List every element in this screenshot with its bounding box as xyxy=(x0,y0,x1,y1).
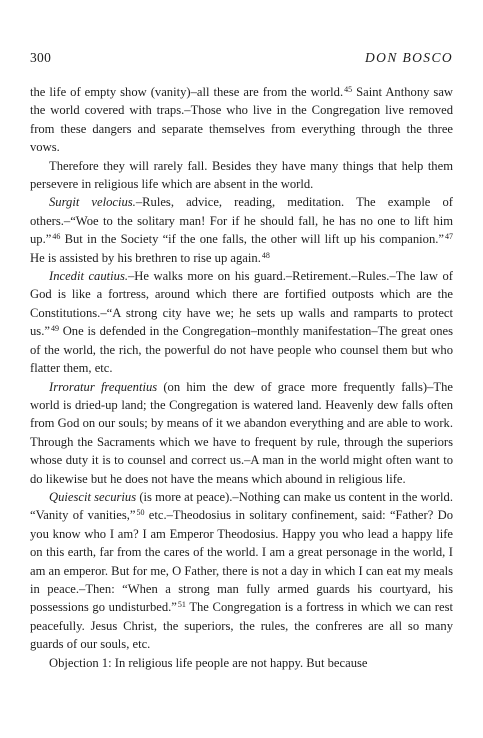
footnote-marker: 45 xyxy=(344,85,353,94)
paragraph xyxy=(30,267,453,377)
text-run: (is more at peace).–Nothing can make us content in the world. “Vanity of vanities,” xyxy=(30,489,454,523)
text-run: But in the Society “if the one falls, the other will lift up his companion.” xyxy=(60,232,444,247)
text-run: One is defended in the Congregation–monthly manifestation–The great ones of the world, the rich, the powerful do not have people who counsel them but who flatter them, etc. xyxy=(30,324,453,376)
latin-phrase: Quiescit securius xyxy=(49,489,137,504)
paragraph xyxy=(30,157,453,194)
text-run: Objection 1: In religious life people are not happy. But because xyxy=(49,655,368,670)
paragraph xyxy=(30,193,453,267)
text-run: (on him the dew of grace more frequently falls)–The world is dried-up land; the Congregation is watered land. Heavenly dew falls often from God on our souls; by means of it we abandon everything and are able to work. Through the Sacraments which we have to frequent by rule, through the superiors whose duty it is to counsel and correct us.–A man in the world might often want to do likewise but he does not have the means which abound in religious life. xyxy=(30,379,453,486)
running-head: DON BOSCO xyxy=(365,50,453,65)
paragraph xyxy=(30,488,453,654)
footnote-marker: 47 xyxy=(445,232,453,242)
text-run: He is assisted by his brethren to rise up again. xyxy=(30,250,261,265)
latin-phrase: Irroratur frequentius xyxy=(49,379,158,394)
text-run: Therefore they will rarely fall. Besides they have many things that help them persevere in religious life which are absent in the world. xyxy=(30,158,453,192)
text-run: the life of empty show (vanity)–all these are from the world. xyxy=(30,85,344,99)
paragraph xyxy=(30,378,453,488)
footnote-marker: 49 xyxy=(50,324,59,334)
text-run: etc.–Theodosius in solitary confinement, said: “Father? Do you know who I am? I am Emperor Theodosius. Happy you who lead a happy life on this earth, far from the cares of the world. I am a great personage in the world, I am an emperor. But for me, O Father, there is not a day in which I can eat my meals in peace.–Then: “When a strong man fully armed guards his courtyard, his possessions go undisturbed.” xyxy=(30,508,453,615)
text-run: The Congregation is a fortress in which we can rest peacefully. Jesus Christ, the superiors, the rules, the confreres are all so many guards of our souls, etc. xyxy=(30,600,453,652)
text-run: –He walks more on his guard.–Retirement.–Rules.–The law of God is like a fortress, around which there are fortified outposts which are the Constitutions.–“A strong city have we; he sets up walls and ramparts to protect us.” xyxy=(30,269,453,339)
footnote-marker: 48 xyxy=(261,250,270,260)
page-number: 300 xyxy=(30,50,52,65)
text-run: –Rules, advice, reading, meditation. The example of others.–“Woe to the solitary man! For if he should fall, he has no one to lift him up.” xyxy=(30,195,453,247)
text-run: Saint Anthony saw the world covered with traps.–Those who live in the Congregation live removed from these dangers and separate themselves from everything through the three vows. xyxy=(30,85,453,155)
footnote-marker: 50 xyxy=(136,508,145,518)
body-text xyxy=(30,83,453,672)
latin-phrase: Incedit cautius. xyxy=(49,269,128,284)
footnote-marker: 46 xyxy=(52,232,61,242)
footnote-marker: 51 xyxy=(177,600,186,610)
page-header xyxy=(30,50,453,68)
latin-phrase: Surgit velocius. xyxy=(49,195,136,210)
paragraph xyxy=(30,654,453,672)
paragraph xyxy=(30,83,453,157)
